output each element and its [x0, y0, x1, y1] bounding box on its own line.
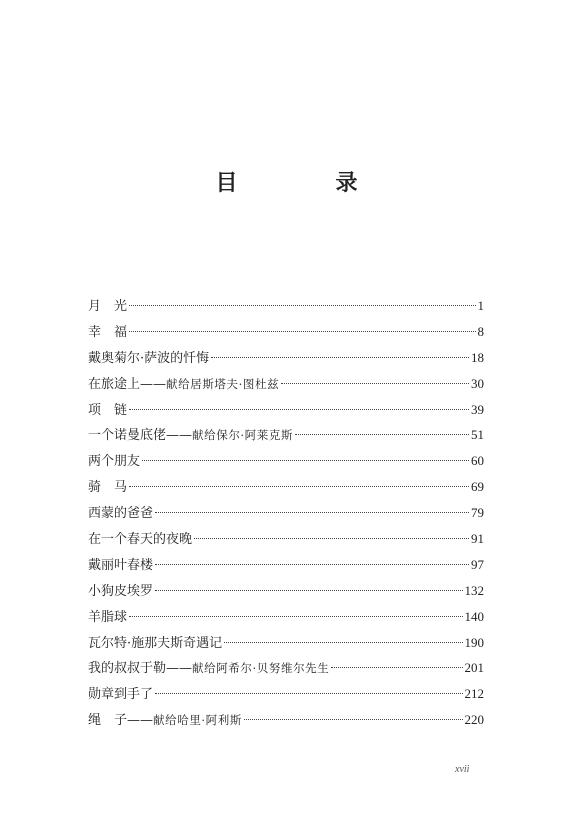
toc-entry-page-number: 69: [471, 479, 484, 495]
toc-entry-page-number: 97: [471, 556, 484, 572]
toc-dot-leader: [155, 564, 469, 565]
page-title: 目 录: [215, 169, 396, 196]
toc-dot-leader: [194, 538, 469, 539]
toc-entry-title: 在一个春天的夜晚: [88, 532, 193, 548]
toc-entry-page-number: 79: [471, 505, 484, 521]
toc-entry-page-number: 190: [464, 634, 484, 650]
toc-entry-page-number: 132: [464, 582, 484, 598]
toc-dot-leader: [331, 667, 462, 668]
toc-entry-title: 勋章到手了: [88, 687, 154, 703]
page-number-folio: xvii: [455, 764, 470, 775]
toc-entry-title: 戴奥菊尔·萨波的忏悔: [88, 350, 210, 366]
toc-entry[interactable]: [88, 371, 484, 397]
toc-entry[interactable]: [88, 293, 484, 319]
toc-entry[interactable]: [88, 681, 484, 707]
toc-dot-leader: [155, 512, 469, 513]
toc-dot-leader: [295, 434, 469, 435]
toc-entry[interactable]: [88, 345, 484, 371]
toc-entry-page-number: 91: [471, 531, 484, 547]
toc-entry-title: 瓦尔特·施那夫斯奇遇记: [88, 635, 223, 651]
toc-entry-title: 戴丽叶春楼: [88, 557, 154, 573]
toc-entry-title: 绳 子——: [88, 713, 154, 729]
toc-entry-page-number: 201: [464, 660, 484, 676]
toc-entry-page-number: 220: [464, 712, 484, 728]
toc-entry-dedication: 献给居斯塔夫·图杜兹: [166, 376, 280, 391]
toc-dot-leader: [224, 642, 462, 643]
toc-entry-title: 在旅途上——: [88, 376, 167, 392]
toc-entry-page-number: 140: [464, 608, 484, 624]
toc-entry[interactable]: [88, 500, 484, 526]
toc-entry[interactable]: [88, 604, 484, 630]
toc-entry[interactable]: [88, 707, 484, 733]
toc-entry-dedication: 献给保尔·阿莱克斯: [192, 428, 294, 443]
toc-entry[interactable]: [88, 474, 484, 500]
toc-entry[interactable]: [88, 578, 484, 604]
toc-dot-leader: [281, 383, 469, 384]
toc-dot-leader: [129, 616, 462, 617]
toc-entry[interactable]: [88, 630, 484, 656]
toc-entry[interactable]: [88, 397, 484, 423]
toc-entry-page-number: 8: [477, 323, 484, 339]
toc-entry[interactable]: [88, 319, 484, 345]
toc-entry-page-number: 18: [471, 349, 484, 365]
toc-dot-leader: [211, 357, 469, 358]
toc-entry-title: 项 链: [88, 402, 128, 418]
toc-entry-dedication: 献给阿希尔·贝努维尔先生: [192, 661, 330, 676]
toc-dot-leader: [155, 590, 462, 591]
toc-entry-title: 月 光: [88, 299, 128, 314]
toc-entry-title: 小狗皮埃罗: [88, 583, 154, 599]
toc-entry-title: 我的叔叔于勒——: [88, 661, 193, 677]
toc-entry-title: 西蒙的爸爸: [88, 506, 154, 522]
toc-entry-title: 骑 马: [88, 480, 128, 496]
toc-entry-page-number: 30: [471, 375, 484, 391]
toc-entry-title: 羊脂球: [88, 609, 128, 625]
toc-entry-title: 一个诺曼底佬——: [88, 428, 193, 444]
toc-entry[interactable]: [88, 655, 484, 681]
toc-dot-leader: [244, 719, 463, 720]
toc-dot-leader: [129, 409, 469, 410]
toc-entry[interactable]: [88, 448, 484, 474]
toc-entry-page-number: 51: [471, 427, 484, 443]
toc-entry-page-number: 60: [471, 453, 484, 469]
toc-entry[interactable]: [88, 422, 484, 448]
toc-dot-leader: [155, 693, 462, 694]
toc-entry-page-number: 39: [471, 401, 484, 417]
toc-dot-leader: [142, 460, 469, 461]
toc-dot-leader: [129, 305, 475, 306]
toc-entry[interactable]: [88, 552, 484, 578]
toc-dot-leader: [129, 486, 469, 487]
toc-entry[interactable]: [88, 526, 484, 552]
toc-entry-title: 两个朋友: [88, 454, 141, 470]
toc-entry-page-number: 212: [464, 686, 484, 702]
toc-entry-dedication: 献给哈里·阿利斯: [153, 713, 242, 728]
toc-entry-title: 幸 福: [88, 324, 128, 340]
toc-entry-page-number: 1: [477, 298, 484, 313]
table-of-contents: [88, 293, 484, 733]
toc-dot-leader: [129, 331, 475, 332]
